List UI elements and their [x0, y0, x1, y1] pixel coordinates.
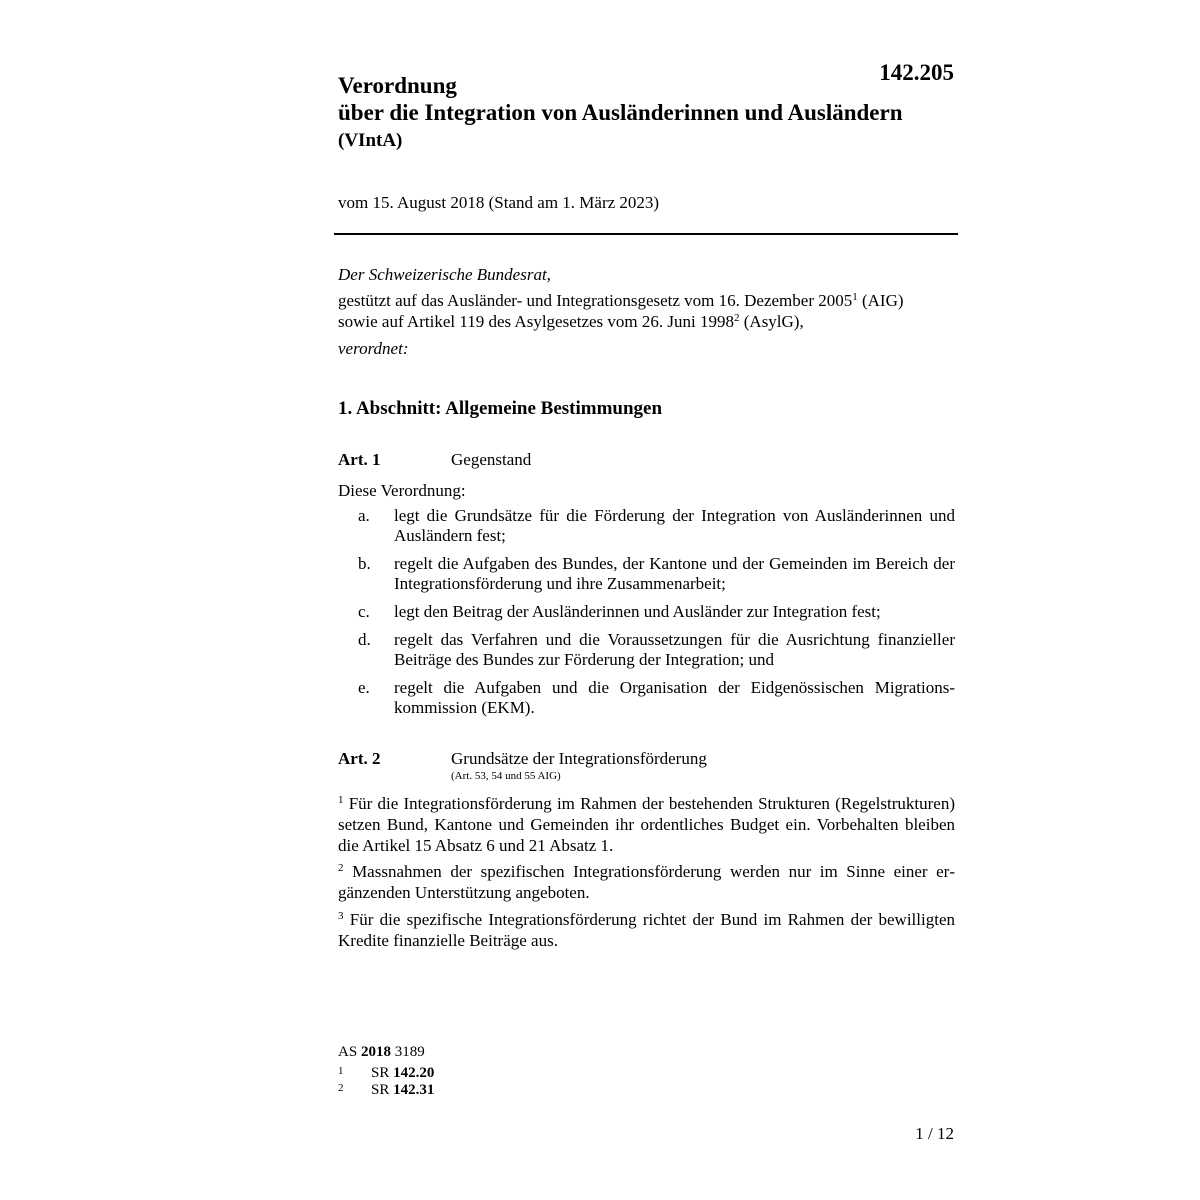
as-prefix: AS [338, 1044, 361, 1060]
paragraph-number: 2 [338, 862, 344, 874]
article-2-heading [338, 748, 955, 769]
article-1-list [338, 506, 955, 726]
section-heading: 1. Abschnitt: Allgemeine Bestimmungen [338, 398, 663, 419]
preamble-basis-text-a: gestützt auf das Ausländer- und Integrationsgesetz vom 16. Dezember 2005 [338, 291, 853, 310]
preamble-basis-text-b: (AIG) [857, 291, 904, 310]
article-1-title: Gegenstand [451, 450, 532, 469]
page-number: 1 / 12 [915, 1124, 954, 1143]
list-marker: e. [358, 678, 370, 697]
document-date: vom 15. August 2018 (Stand am 1. März 2023) [338, 193, 660, 212]
preamble-decree: verordnet: [338, 339, 409, 358]
sr-number: 142.205 [879, 60, 954, 85]
footnote-prefix: SR [371, 1082, 394, 1098]
article-2-number: Art. 2 [338, 749, 381, 768]
article-2-paragraph-3 [338, 909, 955, 951]
list-marker: c. [358, 602, 370, 621]
title-line-1: Verordnung [338, 73, 457, 98]
paragraph-text: Für die spezifische Integrationsförderung richtet der Bund im Rahmen der bewilligten Kredite finanzielle Beiträge aus. [338, 910, 955, 950]
list-text: regelt das Verfahren und die Voraussetzungen für die Ausrichtung finanzieller Beiträge des Bundes zur Förderung der Integration; und [394, 630, 955, 669]
preamble-authority: Der Schweizerische Bundesrat, [338, 265, 551, 284]
footnote-ref[interactable]: 142.20 [393, 1065, 435, 1081]
list-text: legt den Beitrag der Ausländerinnen und Ausländer zur Integration fest; [394, 602, 881, 621]
footnote-ref-1[interactable]: 1 [852, 291, 858, 303]
preamble-basis [338, 290, 955, 332]
article-2-paragraph-1 [338, 793, 955, 856]
list-text: regelt die Aufgaben des Bundes, der Kantone und der Gemeinden im Bereich der Integrationsförderung und ihre Zusammenarbeit; [394, 554, 955, 593]
article-1-heading [338, 449, 955, 470]
paragraph-number: 3 [338, 910, 344, 922]
article-2-title: Grundsätze der Integrationsförderung [451, 749, 707, 768]
preamble-basis-text-d: (AsylG), [739, 312, 804, 331]
footnote-prefix: SR [371, 1065, 394, 1081]
paragraph-text: Für die Integrationsförderung im Rahmen der bestehenden Strukturen (Regelstrukturen) setzen Bund, Kantone und Gemeinden ihr ordentliches Budget ein. Vorbehalten bleiben die Artikel 15 Absatz 6 und 21 Absatz 1. [338, 794, 955, 855]
as-year: 2018 [360, 1044, 391, 1060]
footnote-2 [338, 1080, 434, 1098]
footnote-number: 1 [338, 1065, 344, 1077]
list-marker: a. [358, 506, 370, 525]
official-compilation-reference [338, 1044, 425, 1060]
title-line-2: über die Integration von Ausländerinnen und Ausländern [338, 100, 903, 125]
article-2-reference: (Art. 53, 54 und 55 AIG) [451, 770, 561, 782]
list-text: regelt die Aufgaben und die Organisation der Eidgenössischen Migrationskommission (EKM). [394, 678, 955, 717]
paragraph-number: 1 [338, 794, 344, 806]
title-abbreviation: (VIntA) [338, 130, 403, 151]
list-text: legt die Grundsätze für die Förderung der Integration von Ausländerinnen und Ausländern fest; [394, 506, 955, 545]
list-marker: d. [358, 630, 371, 649]
as-page: 3189 [390, 1044, 425, 1060]
footnote-1 [338, 1063, 434, 1081]
document-title [338, 72, 978, 155]
footnote-ref[interactable]: 142.31 [393, 1082, 435, 1098]
article-1-intro: Diese Verordnung: [338, 481, 466, 500]
preamble-basis-text-c: sowie auf Artikel 119 des Asylgesetzes vom 26. Juni 1998 [338, 312, 734, 331]
footnote-number: 2 [338, 1082, 344, 1094]
paragraph-text: Massnahmen der spezifischen Integrationsförderung werden nur im Sinne einer ergänzenden Unterstützung angeboten. [338, 862, 955, 902]
footnote-ref-2[interactable]: 2 [734, 312, 740, 324]
article-2-paragraph-2 [338, 861, 955, 903]
list-marker: b. [358, 554, 371, 573]
article-1-number: Art. 1 [338, 450, 381, 469]
header-divider [334, 233, 958, 235]
